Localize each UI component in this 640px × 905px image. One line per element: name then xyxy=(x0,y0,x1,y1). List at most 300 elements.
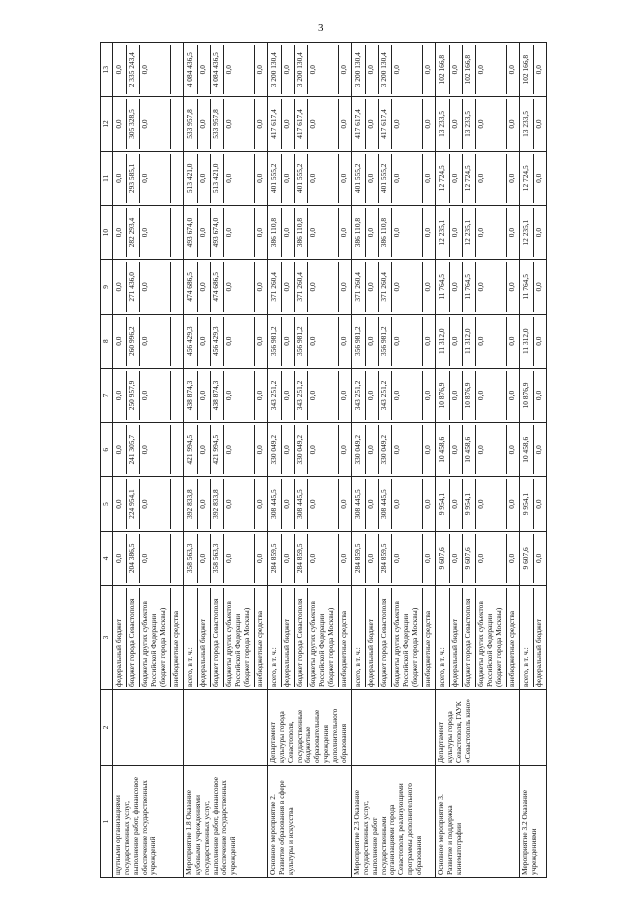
executor xyxy=(519,690,546,766)
table-row xyxy=(183,43,267,878)
year-values xyxy=(267,477,351,531)
value-cell: 9 954,1 xyxy=(463,479,476,528)
funding-source: бюджет города Севастополя xyxy=(295,588,308,687)
value-cell: 0,0 xyxy=(114,317,127,366)
value-cell: 0,0 xyxy=(450,425,463,474)
value-cell: 308 445,5 xyxy=(379,479,392,528)
value-cell: 0,0 xyxy=(450,479,463,528)
value-cell: 0,0 xyxy=(224,479,255,528)
year-values xyxy=(112,477,183,531)
funding-sources xyxy=(519,586,546,690)
value-cell: 9 607,6 xyxy=(463,534,476,583)
value-cell: 0,0 xyxy=(308,99,339,148)
value-cell: 11 764,5 xyxy=(463,262,476,311)
value-cell: 0,0 xyxy=(114,208,127,257)
value-cell: 224 954,1 xyxy=(127,479,140,528)
value-cell: 0,0 xyxy=(506,227,516,238)
funding-source: всего, в т. ч.: xyxy=(521,588,534,687)
value-cell: 13 233,5 xyxy=(437,99,450,148)
value-cell xyxy=(171,208,182,257)
value-cell: 11 764,5 xyxy=(437,262,450,311)
value-cell: 0,0 xyxy=(506,445,516,455)
value-cell: 0,0 xyxy=(254,336,264,346)
funding-sources xyxy=(183,586,267,690)
funding-source: бюджеты других субъектов Российской Федерации (бюджет города Москвы) xyxy=(308,588,339,687)
value-cell: 0,0 xyxy=(422,553,432,563)
value-cell: 0,0 xyxy=(476,45,507,94)
table-row xyxy=(351,43,435,878)
year-values xyxy=(183,97,267,151)
activity-name: Основное мероприятие 3. Развитие и поддержка кинематографии xyxy=(435,766,519,878)
value-cell: 305 328,5 xyxy=(127,99,140,148)
year-values xyxy=(183,260,267,314)
value-cell: 0,0 xyxy=(533,173,543,183)
activity-name: Мероприятие 1.8 Оказание кубовыми учреждениями государственных услуг, выполнение работ, финансовое обеспечение государственных учреждений xyxy=(183,766,267,878)
value-cell: 0,0 xyxy=(224,99,255,148)
year-values xyxy=(351,531,435,585)
year-values xyxy=(435,531,519,585)
value-cell: 0,0 xyxy=(308,45,339,94)
funding-source: внебюджетные средства xyxy=(338,610,348,687)
value-cell: 0,0 xyxy=(114,99,127,148)
header-cell: 2 xyxy=(101,690,113,766)
value-cell: 0,0 xyxy=(198,262,211,311)
value-cell: 102 166,8 xyxy=(521,45,534,94)
value-cell: 0,0 xyxy=(140,154,171,203)
value-cell: 282 293,4 xyxy=(127,208,140,257)
value-cell: 0,0 xyxy=(506,553,516,563)
executor: Департамент культуры города Севастополя, ГАУК «Севастополь кино» xyxy=(435,690,519,766)
value-cell: 0,0 xyxy=(282,262,295,311)
value-cell: 0,0 xyxy=(282,534,295,583)
value-cell: 0,0 xyxy=(392,208,423,257)
value-cell: 0,0 xyxy=(308,371,339,420)
value-cell: 392 833,8 xyxy=(211,479,224,528)
value-cell: 11 312,0 xyxy=(521,317,534,366)
value-cell: 102 166,8 xyxy=(463,45,476,94)
value-cell: 0,0 xyxy=(450,208,463,257)
value-cell: 330 049,2 xyxy=(295,425,308,474)
value-cell: 493 674,0 xyxy=(211,208,224,257)
value-cell: 3 200 130,4 xyxy=(295,45,308,94)
value-cell: 0,0 xyxy=(198,425,211,474)
year-values xyxy=(435,423,519,477)
value-cell: 0,0 xyxy=(366,479,379,528)
value-cell: 4 084 436,5 xyxy=(185,45,198,94)
value-cell: 0,0 xyxy=(366,262,379,311)
value-cell: 13 233,5 xyxy=(521,99,534,148)
funding-source: бюджеты других субъектов Российской Федерации (бюджет города Москвы) xyxy=(140,588,171,687)
year-values xyxy=(112,97,183,151)
value-cell: 474 686,5 xyxy=(185,262,198,311)
value-cell: 0,0 xyxy=(282,317,295,366)
funding-source: федеральный бюджет xyxy=(533,618,543,687)
value-cell: 13 233,5 xyxy=(463,99,476,148)
year-values xyxy=(112,205,183,259)
value-cell: 0,0 xyxy=(282,371,295,420)
value-cell: 0,0 xyxy=(422,445,432,455)
value-cell: 0,0 xyxy=(308,425,339,474)
value-cell: 0,0 xyxy=(198,479,211,528)
year-values xyxy=(519,260,546,314)
header-cell: 13 xyxy=(101,43,113,97)
value-cell: 0,0 xyxy=(140,425,171,474)
value-cell: 0,0 xyxy=(254,499,264,509)
value-cell: 0,0 xyxy=(506,390,516,401)
value-cell: 0,0 xyxy=(224,534,255,583)
value-cell: 371 260,4 xyxy=(353,262,366,311)
year-values xyxy=(519,43,546,97)
value-cell: 0,0 xyxy=(422,499,432,509)
header-cell: 5 xyxy=(101,477,113,531)
funding-sources xyxy=(112,586,183,690)
value-cell: 356 981,2 xyxy=(379,317,392,366)
value-cell: 0,0 xyxy=(506,65,516,75)
value-cell: 10 458,6 xyxy=(521,425,534,474)
value-cell: 11 312,0 xyxy=(437,317,450,366)
year-values xyxy=(519,531,546,585)
value-cell: 0,0 xyxy=(450,154,463,203)
value-cell: 421 994,5 xyxy=(185,425,198,474)
value-cell: 9 954,1 xyxy=(437,479,450,528)
value-cell: 0,0 xyxy=(338,173,348,183)
value-cell: 0,0 xyxy=(140,479,171,528)
year-values xyxy=(435,205,519,259)
value-cell: 293 585,1 xyxy=(127,154,140,203)
year-values xyxy=(112,314,183,368)
value-cell: 386 110,8 xyxy=(269,208,282,257)
funding-source: федеральный бюджет xyxy=(114,588,127,687)
value-cell: 401 555,2 xyxy=(295,154,308,203)
year-values xyxy=(267,531,351,585)
value-cell: 0,0 xyxy=(198,534,211,583)
year-values xyxy=(183,531,267,585)
value-cell: 0,0 xyxy=(533,336,543,346)
value-cell xyxy=(171,262,182,311)
value-cell: 533 957,8 xyxy=(211,99,224,148)
value-cell: 0,0 xyxy=(392,99,423,148)
value-cell: 11 764,5 xyxy=(521,262,534,311)
value-cell xyxy=(171,317,182,366)
value-cell: 284 859,5 xyxy=(295,534,308,583)
value-cell: 102 166,8 xyxy=(437,45,450,94)
year-values xyxy=(267,43,351,97)
value-cell: 0,0 xyxy=(533,119,543,129)
value-cell: 513 421,0 xyxy=(211,154,224,203)
funding-source: федеральный бюджет xyxy=(198,588,211,687)
header-cell: 6 xyxy=(101,423,113,477)
value-cell: 10 458,6 xyxy=(463,425,476,474)
value-cell: 386 110,8 xyxy=(353,208,366,257)
value-cell: 0,0 xyxy=(476,208,507,257)
value-cell: 0,0 xyxy=(533,445,543,455)
value-cell: 0,0 xyxy=(366,534,379,583)
value-cell: 12 235,1 xyxy=(463,208,476,257)
value-cell: 260 996,2 xyxy=(127,317,140,366)
value-cell: 356 981,2 xyxy=(353,317,366,366)
value-cell: 3 200 130,4 xyxy=(269,45,282,94)
value-cell: 0,0 xyxy=(114,425,127,474)
value-cell: 0,0 xyxy=(476,534,507,583)
value-cell: 421 994,5 xyxy=(211,425,224,474)
value-cell: 0,0 xyxy=(224,208,255,257)
year-values xyxy=(435,151,519,205)
value-cell: 0,0 xyxy=(140,317,171,366)
value-cell: 0,0 xyxy=(198,45,211,94)
value-cell: 0,0 xyxy=(450,371,463,420)
year-values xyxy=(351,205,435,259)
value-cell: 0,0 xyxy=(282,154,295,203)
header-cell: 11 xyxy=(101,151,113,205)
year-values xyxy=(183,205,267,259)
value-cell: 0,0 xyxy=(533,227,543,238)
value-cell: 0,0 xyxy=(338,119,348,129)
value-cell: 456 429,3 xyxy=(211,317,224,366)
year-values xyxy=(183,151,267,205)
value-cell: 9 954,1 xyxy=(521,479,534,528)
value-cell: 0,0 xyxy=(366,425,379,474)
value-cell: 10 876,9 xyxy=(437,371,450,420)
value-cell: 0,0 xyxy=(366,99,379,148)
value-cell: 343 251,2 xyxy=(353,371,366,420)
value-cell: 0,0 xyxy=(338,445,348,455)
page-number: 3 xyxy=(318,22,324,34)
value-cell: 0,0 xyxy=(476,99,507,148)
funding-source: внебюджетные средства xyxy=(422,610,432,687)
year-values xyxy=(351,97,435,151)
value-cell: 0,0 xyxy=(114,45,127,94)
table-row xyxy=(267,43,351,878)
value-cell: 0,0 xyxy=(224,262,255,311)
year-values xyxy=(112,368,183,422)
value-cell: 0,0 xyxy=(254,65,264,75)
value-cell: 308 445,5 xyxy=(353,479,366,528)
value-cell: 0,0 xyxy=(392,479,423,528)
value-cell: 0,0 xyxy=(533,553,543,563)
table-row xyxy=(112,43,183,878)
value-cell: 0,0 xyxy=(140,45,171,94)
value-cell: 3 200 130,4 xyxy=(353,45,366,94)
value-cell: 456 429,3 xyxy=(185,317,198,366)
value-cell: 0,0 xyxy=(282,99,295,148)
value-cell: 0,0 xyxy=(282,45,295,94)
value-cell: 0,0 xyxy=(308,317,339,366)
value-cell: 0,0 xyxy=(450,317,463,366)
funding-source: внебюджетные средства xyxy=(506,610,516,687)
value-cell: 343 251,2 xyxy=(269,371,282,420)
table-body xyxy=(112,43,546,878)
value-cell: 308 445,5 xyxy=(269,479,282,528)
value-cell xyxy=(171,154,182,203)
value-cell: 0,0 xyxy=(450,534,463,583)
year-values xyxy=(112,151,183,205)
value-cell: 284 859,5 xyxy=(353,534,366,583)
year-values xyxy=(519,314,546,368)
executor xyxy=(183,690,267,766)
activity-name: Мероприятие 2.3 Оказание государственных услуг, выполнение работ государственными организациями города Севастополя, реализующими программы дополнительного образования xyxy=(351,766,435,878)
value-cell: 0,0 xyxy=(338,336,348,346)
value-cell: 386 110,8 xyxy=(379,208,392,257)
value-cell: 356 981,2 xyxy=(269,317,282,366)
year-values xyxy=(183,43,267,97)
header-cell: 12 xyxy=(101,97,113,151)
value-cell: 356 981,2 xyxy=(295,317,308,366)
year-values xyxy=(519,368,546,422)
year-values xyxy=(112,43,183,97)
value-cell: 0,0 xyxy=(506,499,516,509)
value-cell xyxy=(171,534,182,583)
table-row xyxy=(435,43,519,878)
value-cell: 0,0 xyxy=(392,262,423,311)
value-cell: 0,0 xyxy=(392,534,423,583)
value-cell: 371 260,4 xyxy=(269,262,282,311)
value-cell: 0,0 xyxy=(224,154,255,203)
value-cell: 0,0 xyxy=(366,208,379,257)
value-cell: 10 458,6 xyxy=(437,425,450,474)
funding-source: всего, в т. ч.: xyxy=(353,588,366,687)
value-cell: 0,0 xyxy=(114,262,127,311)
value-cell: 9 607,6 xyxy=(437,534,450,583)
value-cell: 0,0 xyxy=(338,282,348,292)
value-cell: 417 617,4 xyxy=(379,99,392,148)
value-cell: 0,0 xyxy=(254,227,264,238)
value-cell: 0,0 xyxy=(450,99,463,148)
value-cell: 0,0 xyxy=(422,173,432,183)
value-cell: 0,0 xyxy=(254,553,264,563)
value-cell: 330 049,2 xyxy=(379,425,392,474)
value-cell: 0,0 xyxy=(224,371,255,420)
value-cell: 330 049,2 xyxy=(269,425,282,474)
year-values xyxy=(435,314,519,368)
value-cell: 493 674,0 xyxy=(185,208,198,257)
value-cell: 0,0 xyxy=(476,317,507,366)
table-row xyxy=(519,43,546,878)
value-cell: 392 833,8 xyxy=(185,479,198,528)
value-cell: 0,0 xyxy=(308,154,339,203)
funding-source: всего, в т. ч.: xyxy=(437,588,450,687)
year-values xyxy=(183,477,267,531)
year-values xyxy=(435,260,519,314)
funding-source: федеральный бюджет xyxy=(450,588,463,687)
year-values xyxy=(435,97,519,151)
value-cell: 0,0 xyxy=(422,65,432,75)
funding-source: всего, в т. ч.: xyxy=(269,588,282,687)
year-values xyxy=(112,260,183,314)
value-cell: 0,0 xyxy=(308,534,339,583)
value-cell: 358 563,3 xyxy=(185,534,198,583)
value-cell: 417 617,4 xyxy=(295,99,308,148)
year-values xyxy=(519,423,546,477)
value-cell: 0,0 xyxy=(450,262,463,311)
value-cell: 0,0 xyxy=(476,425,507,474)
value-cell xyxy=(171,99,182,148)
value-cell: 0,0 xyxy=(140,534,171,583)
value-cell: 284 859,5 xyxy=(379,534,392,583)
year-values xyxy=(267,314,351,368)
value-cell: 0,0 xyxy=(533,65,543,75)
year-values xyxy=(519,205,546,259)
funding-source: внебюджетные средства xyxy=(170,610,180,687)
value-cell xyxy=(171,45,182,94)
value-cell: 271 436,0 xyxy=(127,262,140,311)
value-cell: 371 260,4 xyxy=(379,262,392,311)
value-cell: 0,0 xyxy=(224,425,255,474)
year-values xyxy=(351,368,435,422)
header-cell: 9 xyxy=(101,260,113,314)
value-cell: 371 260,4 xyxy=(295,262,308,311)
year-values xyxy=(112,423,183,477)
value-cell: 513 421,0 xyxy=(185,154,198,203)
value-cell: 12 235,1 xyxy=(437,208,450,257)
value-cell: 0,0 xyxy=(308,262,339,311)
value-cell: 0,0 xyxy=(422,390,432,401)
value-cell: 0,0 xyxy=(254,282,264,292)
year-values xyxy=(267,368,351,422)
value-cell: 10 876,9 xyxy=(521,371,534,420)
value-cell: 12 724,5 xyxy=(521,154,534,203)
year-values xyxy=(519,97,546,151)
value-cell: 0,0 xyxy=(114,534,127,583)
value-cell: 0,0 xyxy=(224,317,255,366)
value-cell: 0,0 xyxy=(533,282,543,292)
header-cell: 1 xyxy=(101,766,113,878)
value-cell: 386 110,8 xyxy=(295,208,308,257)
year-values xyxy=(267,423,351,477)
funding-source: бюджет города Севастополя xyxy=(211,588,224,687)
value-cell: 0,0 xyxy=(338,553,348,563)
value-cell: 0,0 xyxy=(338,227,348,238)
year-values xyxy=(183,423,267,477)
value-cell: 4 084 436,5 xyxy=(211,45,224,94)
year-values xyxy=(267,97,351,151)
value-cell: 0,0 xyxy=(392,317,423,366)
value-cell: 0,0 xyxy=(450,45,463,94)
value-cell: 0,0 xyxy=(308,479,339,528)
funding-table xyxy=(100,42,547,878)
year-values xyxy=(112,531,183,585)
year-values xyxy=(351,43,435,97)
header-cell: 7 xyxy=(101,368,113,422)
value-cell: 308 445,5 xyxy=(295,479,308,528)
value-cell: 0,0 xyxy=(366,371,379,420)
value-cell: 0,0 xyxy=(338,499,348,509)
year-values xyxy=(351,260,435,314)
value-cell: 12 724,5 xyxy=(463,154,476,203)
header-cell: 8 xyxy=(101,314,113,368)
value-cell: 0,0 xyxy=(140,99,171,148)
year-values xyxy=(183,368,267,422)
value-cell: 0,0 xyxy=(254,119,264,129)
value-cell: 9 607,6 xyxy=(521,534,534,583)
value-cell: 417 617,4 xyxy=(269,99,282,148)
value-cell: 0,0 xyxy=(392,154,423,203)
funding-source: бюджеты других субъектов Российской Федерации (бюджет города Москвы) xyxy=(392,588,423,687)
funding-source: бюджет города Севастополя xyxy=(379,588,392,687)
value-cell: 0,0 xyxy=(476,154,507,203)
value-cell: 0,0 xyxy=(506,119,516,129)
funding-source: бюджеты других субъектов Российской Федерации (бюджет города Москвы) xyxy=(476,588,507,687)
value-cell: 533 957,8 xyxy=(185,99,198,148)
value-cell: 0,0 xyxy=(476,262,507,311)
value-cell: 401 555,2 xyxy=(269,154,282,203)
value-cell: 0,0 xyxy=(114,479,127,528)
funding-source: федеральный бюджет xyxy=(282,588,295,687)
value-cell: 474 686,5 xyxy=(211,262,224,311)
executor: Департамент культуры города Севастополя, государственные бюджетные образовательные учреждения дополнительного образования xyxy=(267,690,351,766)
rotated-page xyxy=(100,43,640,878)
value-cell: 358 563,3 xyxy=(211,534,224,583)
year-values xyxy=(267,260,351,314)
